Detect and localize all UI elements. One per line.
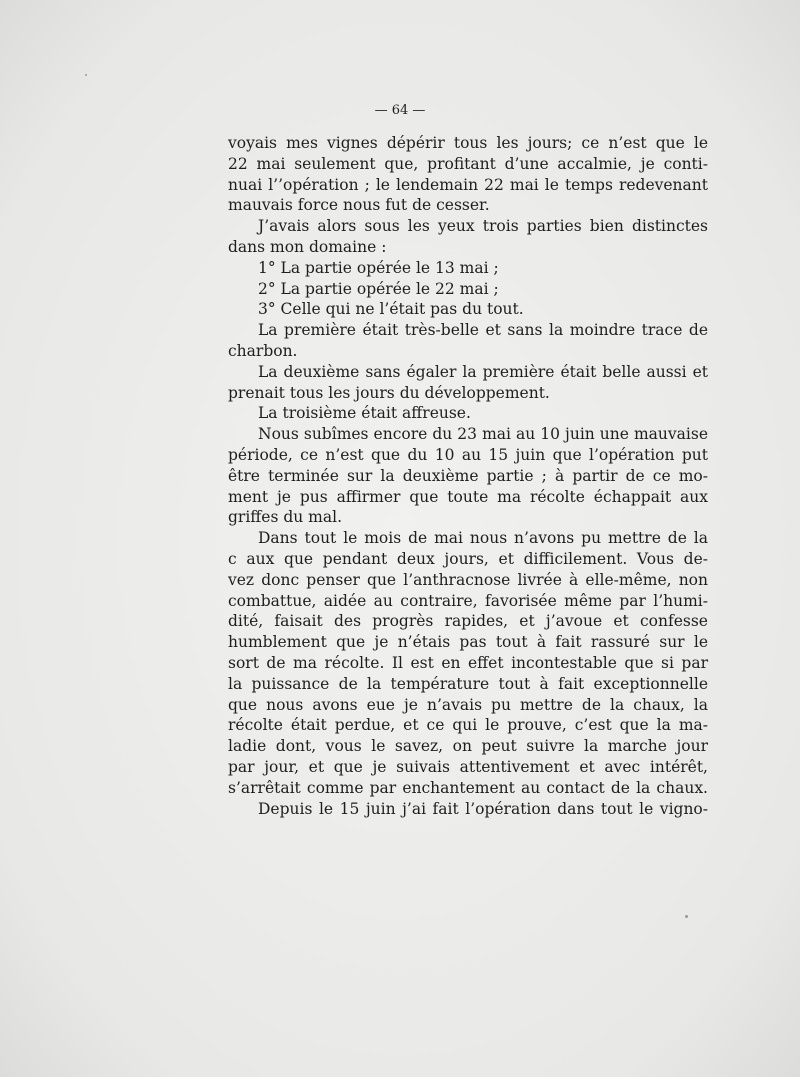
text-line: humblement que je n’étais pas tout à fait rassuré sur le [228, 633, 708, 652]
paper-speck [685, 915, 688, 918]
text-line: ladie dont, vous le savez, on peut suivre la marche jour [228, 737, 708, 756]
text-line: 2° La partie opérée le 22 mai ; [258, 279, 499, 298]
text-line: récolte était perdue, et ce qui le prouve, c’est que la ma- [228, 716, 708, 735]
page-number: — 64 — [374, 103, 426, 118]
text-line: Depuis le 15 juin j’ai fait l’opération dans tout le vigno- [258, 799, 708, 818]
text-line: sort de ma récolte. Il est en effet incontestable que si par [228, 654, 708, 672]
text-line: période, ce n’est que du 10 au 15 juin que l’opération put [228, 446, 708, 464]
text-line: c aux que pendant deux jours, et difficilement. Vous de- [228, 550, 708, 568]
text-line: 3° Celle qui ne l’était pas du tout. [258, 300, 524, 319]
text-line: ment je pus affirmer que toute ma récolte échappait aux [228, 487, 708, 506]
text-line: J’avais alors sous les yeux trois parties bien distinctes [258, 217, 708, 236]
text-line: être terminée sur la deuxième partie ; à partir de ce mo- [228, 466, 708, 485]
text-line: par jour, et que je suivais attentivement et avec intérêt, [228, 758, 708, 776]
text-line: La deuxième sans égaler la première était belle aussi et [258, 362, 708, 381]
text-line: La première était très-belle et sans la moindre trace de [258, 321, 708, 340]
text-line: que nous avons eue je n’avais pu mettre de la chaux, la [228, 695, 708, 714]
text-line: mauvais force nous fut de cesser. [228, 196, 490, 215]
text-line: Nous subîmes encore du 23 mai au 10 juin une mauvaise [258, 425, 708, 444]
text-line: la puissance de la température tout à fait exceptionnelle [228, 674, 708, 693]
paper-speck [85, 74, 87, 76]
text-line: Dans tout le mois de mai nous n’avons pu mettre de la [258, 529, 708, 548]
text-line: 1° La partie opérée le 13 mai ; [258, 258, 499, 277]
text-line: vez donc penser que l’anthracnose livrée à elle-même, non [228, 570, 708, 589]
text-line: voyais mes vignes dépérir tous les jours; ce n’est que le [228, 134, 708, 152]
text-line: griffes du mal. [228, 508, 343, 527]
text-line: dans mon domaine : [228, 238, 387, 256]
text-line: charbon. [228, 342, 298, 360]
text-line: combattue, aidée au contraire, favorisée même par l’humi- [228, 591, 708, 610]
text-line: dité, faisait des progrès rapides, et j’avoue et confesse [228, 612, 708, 631]
text-line: s’arrêtait comme par enchantement au contact de la chaux. [228, 778, 708, 797]
text-line: nuai l’’opération ; le lendemain 22 mai le temps redevenant [228, 175, 708, 194]
text-line: La troisième était affreuse. [258, 404, 471, 423]
text-line: 22 mai seulement que, profitant d’une accalmie, je conti- [228, 154, 708, 173]
text-line: prenait tous les jours du développement. [228, 383, 550, 402]
